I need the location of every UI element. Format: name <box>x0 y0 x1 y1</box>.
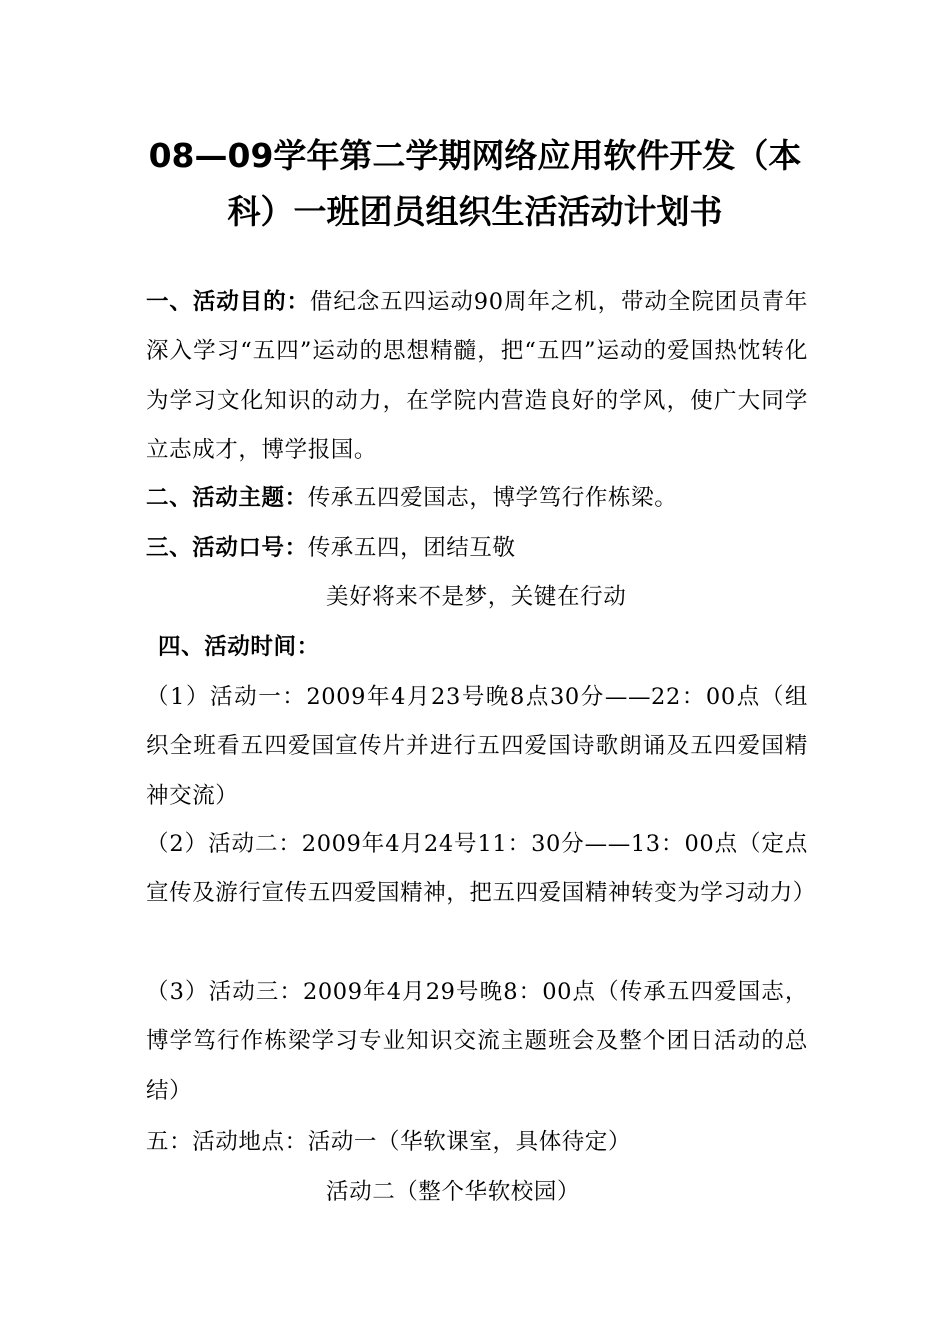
time-item-1: （1）活动一：2009年4月23号晚8点30分——22：00点（组织全班看五四爱国宣传片并进行五四爱国诗歌朗诵及五四爱国精神交流） <box>146 684 808 809</box>
slogan-line-2: 美好将来不是梦，关键在行动 <box>326 584 627 610</box>
location-line-1: 活动一（华软课室，具体待定） <box>307 1129 632 1155</box>
location-line-2: 活动二（整个华软校园） <box>326 1179 581 1205</box>
time-item-2: （2）活动二：2009年4月24号11：30分——13：00点（定点宣传及游行宣传五四爱国精神，把五四爱国精神转变为学习动力） <box>146 831 816 907</box>
time-heading: 四、活动时间： <box>158 634 320 660</box>
purpose-heading: 一、活动目的： <box>146 289 310 315</box>
time-item-3: （3）活动三：2009年4月29号晚8：00点（传承五四爱国志，博学笃行作栋梁学习专业知识交流主题班会及整个团日活动的总结） <box>146 979 808 1104</box>
location-heading: 五：活动地点： <box>146 1129 308 1155</box>
slogan-line-1: 传承五四，团结互敬 <box>307 535 516 561</box>
theme-text: 传承五四爱国志，博学笃行作栋梁。 <box>307 485 678 511</box>
purpose-text: 借纪念五四运动90周年之机，带动全院团员青年深入学习“五四”运动的思想精髓，把“五四”运动的爱国热忱转化为学习文化知识的动力，在学院内营造良好的学风，使广大同学立志成才，博学报国。 <box>146 289 808 463</box>
slogan-section <box>146 524 516 573</box>
location-section <box>146 1118 631 1167</box>
slogan-heading: 三、活动口号： <box>146 535 308 561</box>
document-title: 08—09学年第二学期网络应用软件开发（本科）一班团员组织生活活动计划书 <box>148 136 802 231</box>
theme-heading: 二、活动主题： <box>146 485 308 511</box>
theme-section <box>146 474 677 523</box>
purpose-section <box>146 278 808 475</box>
